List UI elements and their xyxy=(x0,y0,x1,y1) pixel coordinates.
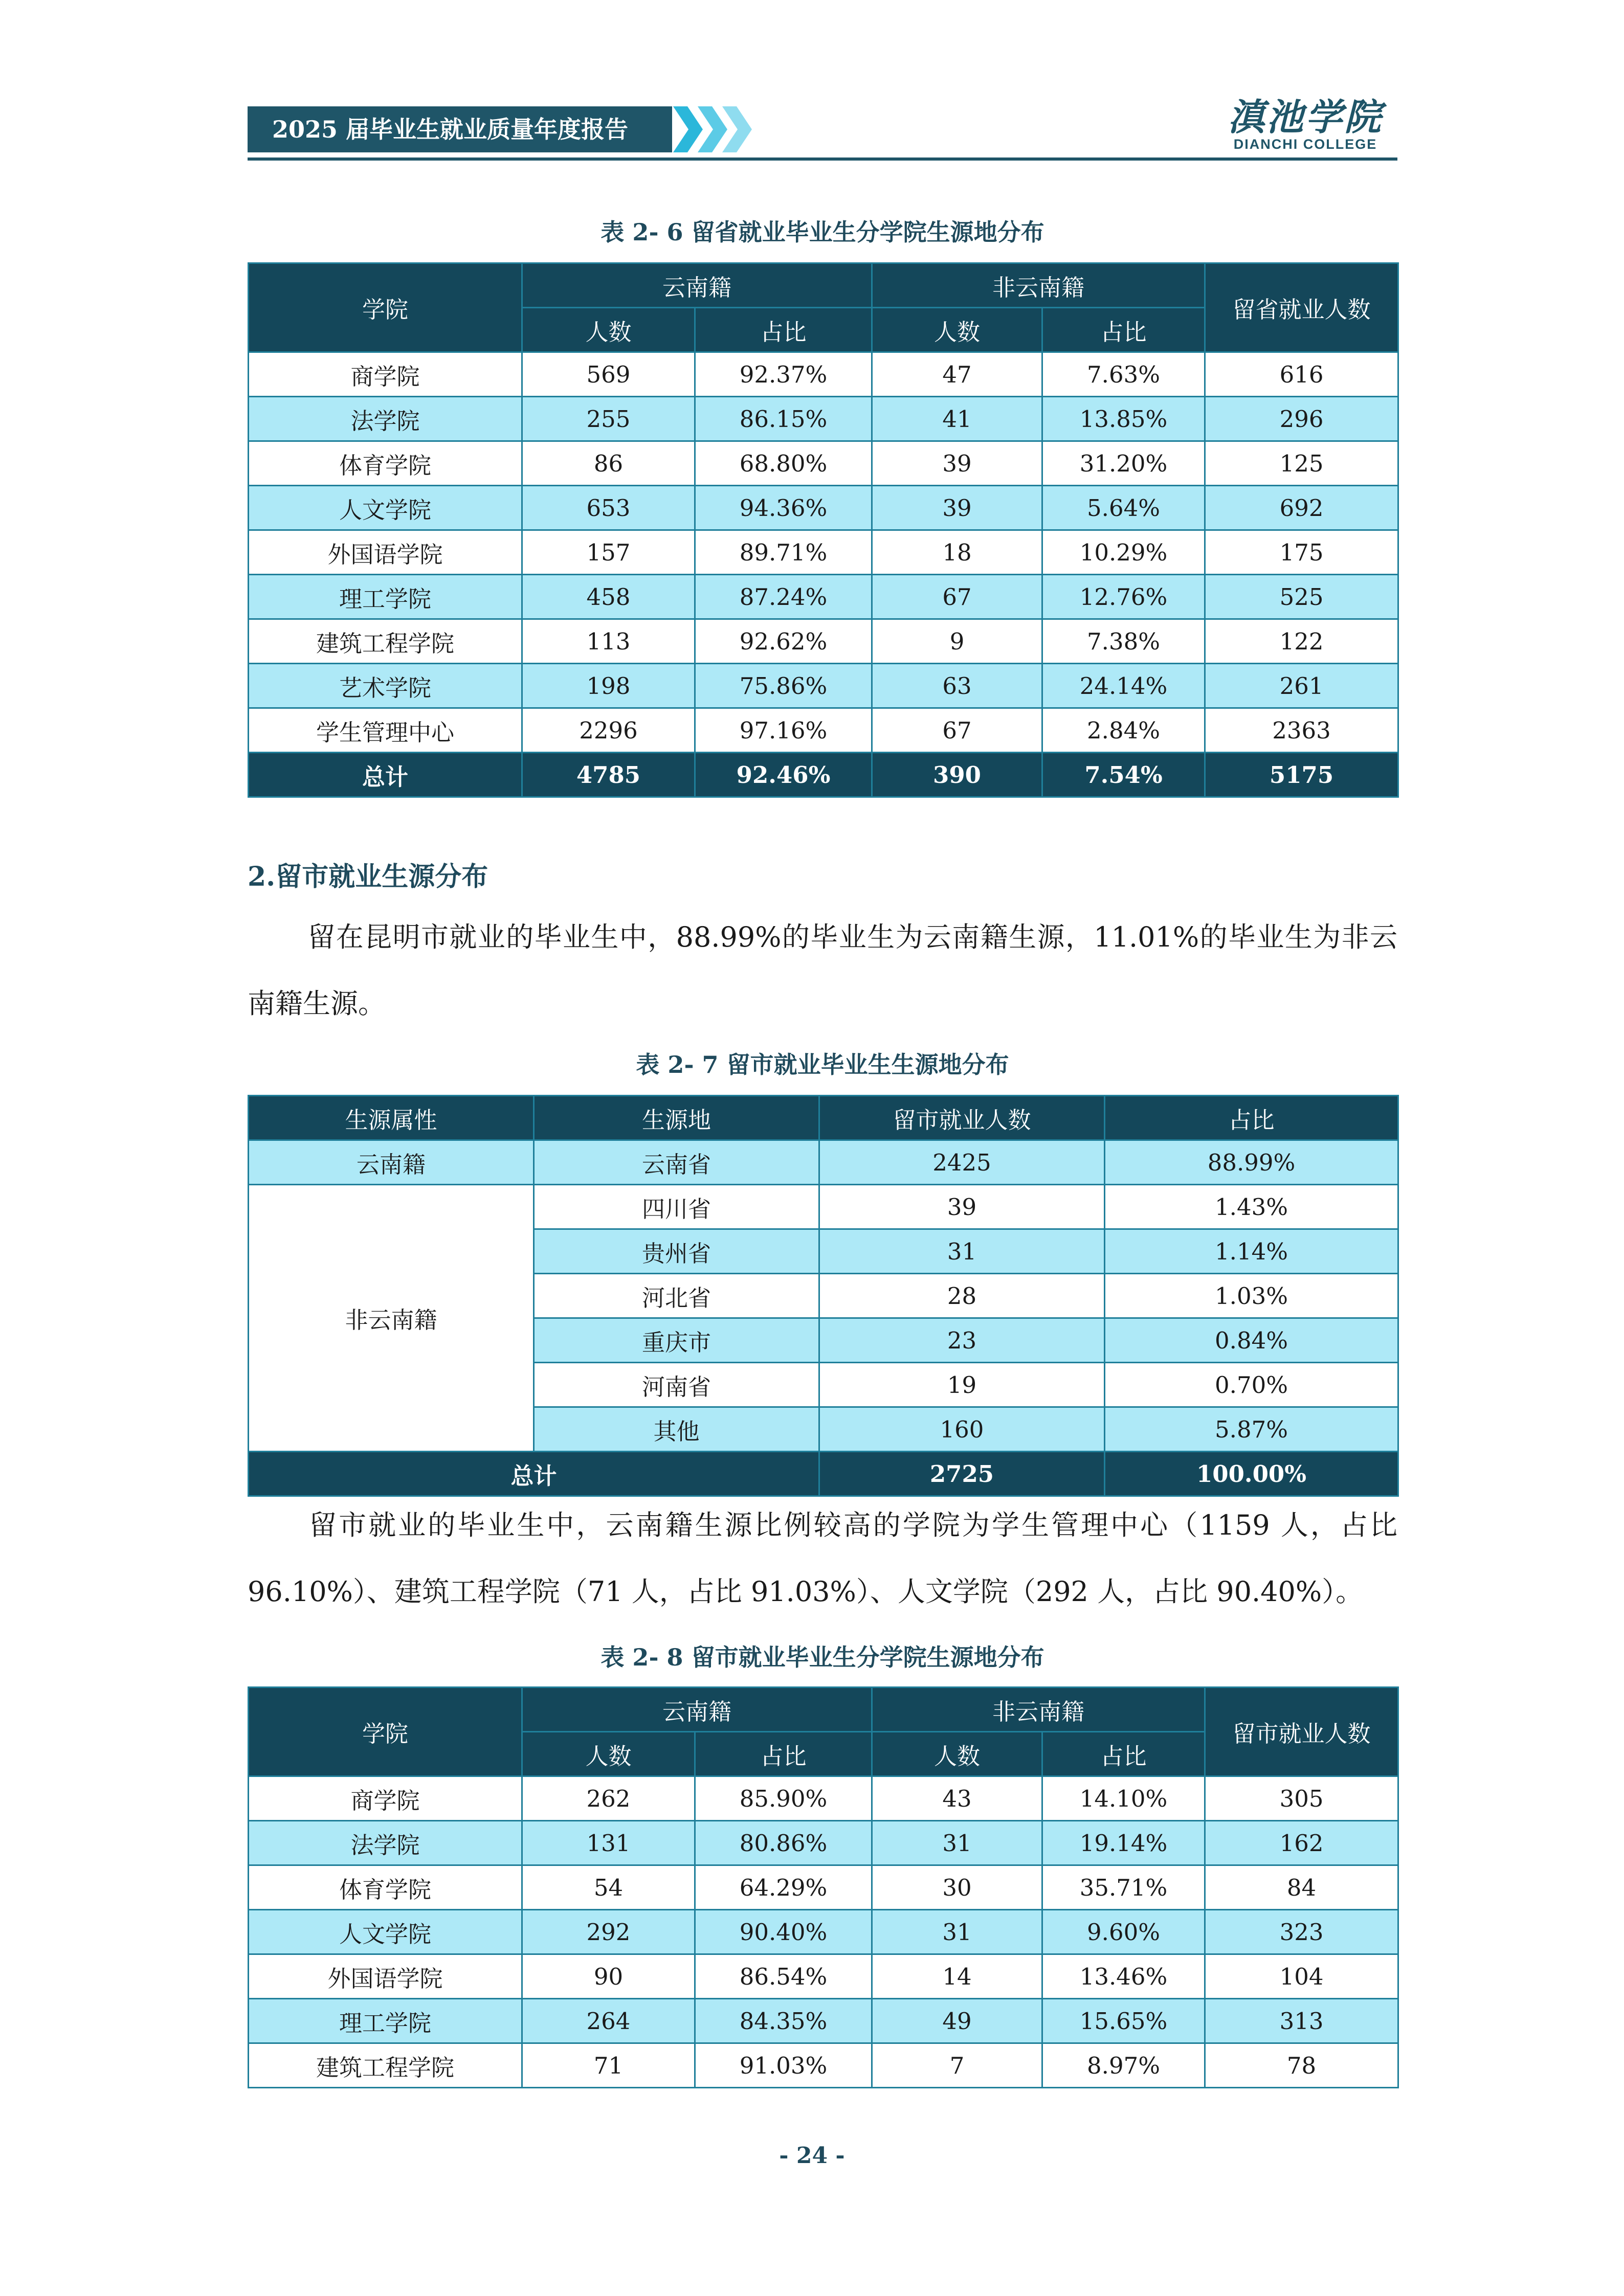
table-cell: 7.54% xyxy=(1042,753,1205,797)
table-cell: 2725 xyxy=(819,1452,1105,1496)
table-cell: 1.03% xyxy=(1105,1274,1398,1318)
table-cell: 131 xyxy=(522,1821,695,1865)
table-cell: 体育学院 xyxy=(249,441,522,486)
table-cell: 39 xyxy=(819,1185,1105,1229)
table-cell: 5.87% xyxy=(1105,1407,1398,1452)
table-cell: 292 xyxy=(522,1910,695,1954)
table-cell: 5175 xyxy=(1205,753,1398,797)
table-cell: 85.90% xyxy=(695,1776,872,1821)
table-cell: 255 xyxy=(522,397,695,441)
table-cell: 296 xyxy=(1205,397,1398,441)
table-cell: 云南籍 xyxy=(249,1140,534,1185)
table-cell: 313 xyxy=(1205,1999,1398,2043)
header-count: 人数 xyxy=(872,308,1042,352)
table-cell: 商学院 xyxy=(249,1776,522,1821)
table-cell: 54 xyxy=(522,1865,695,1910)
table-cell: 100.00% xyxy=(1105,1452,1398,1496)
table-cell: 80.86% xyxy=(695,1821,872,1865)
table-cell: 39 xyxy=(872,441,1042,486)
header-ratio: 占比 xyxy=(695,1732,872,1776)
table-cell: 86.54% xyxy=(695,1954,872,1999)
table-cell: 86 xyxy=(522,441,695,486)
table-row xyxy=(249,486,1398,530)
table-cell: 305 xyxy=(1205,1776,1398,1821)
table-cell: 458 xyxy=(522,575,695,619)
table-row xyxy=(249,1821,1398,1865)
table-row xyxy=(249,1910,1398,1954)
table-cell: 1.43% xyxy=(1105,1185,1398,1229)
table-cell: 92.46% xyxy=(695,753,872,797)
table-cell: 160 xyxy=(819,1407,1105,1452)
header-ratio: 占比 xyxy=(1042,1732,1205,1776)
table-row xyxy=(249,708,1398,753)
table-cell: 19.14% xyxy=(1042,1821,1205,1865)
table-cell: 外国语学院 xyxy=(249,530,522,575)
table-cell: 14.10% xyxy=(1042,1776,1205,1821)
table-cell: 569 xyxy=(522,352,695,397)
table-cell: 91.03% xyxy=(695,2043,872,2088)
table-row xyxy=(249,1954,1398,1999)
table-cell: 616 xyxy=(1205,352,1398,397)
table-cell: 建筑工程学院 xyxy=(249,2043,522,2088)
table-cell: 31 xyxy=(819,1229,1105,1274)
table-cell: 75.86% xyxy=(695,664,872,708)
table-cell: 2296 xyxy=(522,708,695,753)
table-cell: 35.71% xyxy=(1042,1865,1205,1910)
table-cell: 河南省 xyxy=(534,1363,819,1407)
table-cell: 重庆市 xyxy=(534,1318,819,1363)
chevron-arrows-icon xyxy=(673,106,760,152)
section-heading: 2.留市就业生源分布 xyxy=(248,861,488,892)
table-cell: 28 xyxy=(819,1274,1105,1318)
table-cell: 人文学院 xyxy=(249,1910,522,1954)
table-cell: 13.85% xyxy=(1042,397,1205,441)
college-logo xyxy=(1213,97,1397,153)
table-cell: 67 xyxy=(872,708,1042,753)
table-2-8 xyxy=(248,1686,1399,2088)
page-header xyxy=(248,97,1397,166)
table-cell: 9 xyxy=(872,619,1042,664)
table-cell: 法学院 xyxy=(249,397,522,441)
table-row xyxy=(249,1865,1398,1910)
table-cell: 2363 xyxy=(1205,708,1398,753)
table-row xyxy=(249,530,1398,575)
table-cell: 90.40% xyxy=(695,1910,872,1954)
table-cell: 建筑工程学院 xyxy=(249,619,522,664)
table-cell: 商学院 xyxy=(249,352,522,397)
table-cell: 12.76% xyxy=(1042,575,1205,619)
table-cell: 104 xyxy=(1205,1954,1398,1999)
table-2-6-caption: 表 2- 6 留省就业毕业生分学院生源地分布 xyxy=(600,218,1044,246)
table-cell: 体育学院 xyxy=(249,1865,522,1910)
table-cell: 15.65% xyxy=(1042,1999,1205,2043)
table-row xyxy=(249,1776,1398,1821)
table-row xyxy=(249,1999,1398,2043)
table-cell: 49 xyxy=(872,1999,1042,2043)
paragraph-2: 留市就业的毕业生中，云南籍生源比例较高的学院为学生管理中心（1159 人，占比 96.10%）、建筑工程学院（71 人，占比 91.03%）、人文学院（292 人，占比 90.40%）。 xyxy=(248,1509,1397,1608)
table-cell: 贵州省 xyxy=(534,1229,819,1274)
table-row xyxy=(249,441,1398,486)
header-ratio: 占比 xyxy=(1105,1096,1398,1140)
table-cell: 86.15% xyxy=(695,397,872,441)
table-cell: 其他 xyxy=(534,1407,819,1452)
table-total-row xyxy=(249,1452,1398,1496)
table-cell: 264 xyxy=(522,1999,695,2043)
header-count: 人数 xyxy=(872,1732,1042,1776)
table-cell: 13.46% xyxy=(1042,1954,1205,1999)
table-cell: 97.16% xyxy=(695,708,872,753)
table-cell: 10.29% xyxy=(1042,530,1205,575)
table-2-7 xyxy=(248,1095,1399,1497)
table-cell: 43 xyxy=(872,1776,1042,1821)
table-cell: 30 xyxy=(872,1865,1042,1910)
header-college: 学院 xyxy=(249,263,522,352)
header-non-yunnan: 非云南籍 xyxy=(872,263,1205,308)
table-cell: 175 xyxy=(1205,530,1398,575)
header-divider xyxy=(248,157,1397,161)
table-2-6 xyxy=(248,262,1399,798)
header-origin-type: 生源属性 xyxy=(249,1096,534,1140)
table-cell: 261 xyxy=(1205,664,1398,708)
table-row xyxy=(249,664,1398,708)
table-cell: 88.99% xyxy=(1105,1140,1398,1185)
table-cell: 7 xyxy=(872,2043,1042,2088)
table-cell: 艺术学院 xyxy=(249,664,522,708)
table-cell: 47 xyxy=(872,352,1042,397)
table-cell: 7.63% xyxy=(1042,352,1205,397)
table-cell: 92.37% xyxy=(695,352,872,397)
page-number: - 24 - xyxy=(779,2143,845,2169)
table-cell: 125 xyxy=(1205,441,1398,486)
table-cell: 71 xyxy=(522,2043,695,2088)
header-total: 留省就业人数 xyxy=(1205,263,1398,352)
table-cell: 7.38% xyxy=(1042,619,1205,664)
table-cell: 39 xyxy=(872,486,1042,530)
header-total: 留市就业人数 xyxy=(1205,1687,1398,1776)
table-cell: 总计 xyxy=(249,753,522,797)
table-row xyxy=(249,352,1398,397)
table-cell: 92.62% xyxy=(695,619,872,664)
table-cell: 31 xyxy=(872,1821,1042,1865)
table-cell: 四川省 xyxy=(534,1185,819,1229)
table-cell: 河北省 xyxy=(534,1274,819,1318)
table-cell: 41 xyxy=(872,397,1042,441)
table-cell: 89.71% xyxy=(695,530,872,575)
table-row xyxy=(249,1185,1398,1229)
table-cell: 323 xyxy=(1205,1910,1398,1954)
table-cell: 23 xyxy=(819,1318,1105,1363)
table-cell: 学生管理中心 xyxy=(249,708,522,753)
table-2-7-caption: 表 2- 7 留市就业毕业生生源地分布 xyxy=(636,1051,1009,1078)
table-row xyxy=(249,397,1398,441)
table-cell: 5.64% xyxy=(1042,486,1205,530)
table-cell: 理工学院 xyxy=(249,1999,522,2043)
table-cell: 0.84% xyxy=(1105,1318,1398,1363)
header-non-yunnan: 非云南籍 xyxy=(872,1687,1205,1732)
table-cell: 94.36% xyxy=(695,486,872,530)
table-cell: 90 xyxy=(522,1954,695,1999)
table-row xyxy=(249,619,1398,664)
table-cell: 理工学院 xyxy=(249,575,522,619)
table-cell: 692 xyxy=(1205,486,1398,530)
table-cell: 外国语学院 xyxy=(249,1954,522,1999)
table-cell: 9.60% xyxy=(1042,1910,1205,1954)
table-cell: 1.14% xyxy=(1105,1229,1398,1274)
table-row xyxy=(249,575,1398,619)
table-2-8-caption: 表 2- 8 留市就业毕业生分学院生源地分布 xyxy=(600,1644,1044,1671)
table-row xyxy=(249,1140,1398,1185)
logo-english-name: DIANCHI COLLEGE xyxy=(1233,137,1377,152)
table-cell: 2425 xyxy=(819,1140,1105,1185)
table-cell: 0.70% xyxy=(1105,1363,1398,1407)
header-city-employment: 留市就业人数 xyxy=(819,1096,1105,1140)
table-cell: 63 xyxy=(872,664,1042,708)
table-cell: 78 xyxy=(1205,2043,1398,2088)
header-yunnan: 云南籍 xyxy=(522,263,872,308)
table-cell: 19 xyxy=(819,1363,1105,1407)
table-total-row xyxy=(249,753,1398,797)
table-cell: 68.80% xyxy=(695,441,872,486)
table-cell: 162 xyxy=(1205,1821,1398,1865)
header-origin-place: 生源地 xyxy=(534,1096,819,1140)
table-cell: 122 xyxy=(1205,619,1398,664)
logo-chinese-name: 滇池学院 xyxy=(1227,95,1383,139)
header-college: 学院 xyxy=(249,1687,522,1776)
header-ratio: 占比 xyxy=(695,308,872,352)
header-count: 人数 xyxy=(522,308,695,352)
table-cell: 198 xyxy=(522,664,695,708)
table-cell: 157 xyxy=(522,530,695,575)
non-yunnan-group-label: 非云南籍 xyxy=(249,1185,534,1452)
table-cell: 84 xyxy=(1205,1865,1398,1910)
table-cell: 8.97% xyxy=(1042,2043,1205,2088)
table-cell: 113 xyxy=(522,619,695,664)
table-cell: 14 xyxy=(872,1954,1042,1999)
table-cell: 84.35% xyxy=(695,1999,872,2043)
table-cell: 2.84% xyxy=(1042,708,1205,753)
table-cell: 525 xyxy=(1205,575,1398,619)
table-cell: 4785 xyxy=(522,753,695,797)
table-cell: 653 xyxy=(522,486,695,530)
table-cell: 18 xyxy=(872,530,1042,575)
table-cell: 67 xyxy=(872,575,1042,619)
table-cell: 31.20% xyxy=(1042,441,1205,486)
report-title: 2025 届毕业生就业质量年度报告 xyxy=(248,106,672,152)
table-cell: 人文学院 xyxy=(249,486,522,530)
header-count: 人数 xyxy=(522,1732,695,1776)
table-row xyxy=(249,2043,1398,2088)
table-cell: 24.14% xyxy=(1042,664,1205,708)
table-cell: 云南省 xyxy=(534,1140,819,1185)
table-cell: 法学院 xyxy=(249,1821,522,1865)
table-cell: 64.29% xyxy=(695,1865,872,1910)
table-cell: 390 xyxy=(872,753,1042,797)
table-cell: 87.24% xyxy=(695,575,872,619)
table-cell: 31 xyxy=(872,1910,1042,1954)
header-ratio: 占比 xyxy=(1042,308,1205,352)
header-yunnan: 云南籍 xyxy=(522,1687,872,1732)
table-cell: 总计 xyxy=(249,1452,819,1496)
table-cell: 262 xyxy=(522,1776,695,1821)
paragraph-1: 留在昆明市就业的毕业生中，88.99%的毕业生为云南籍生源，11.01%的毕业生为非云南籍生源。 xyxy=(248,921,1397,1020)
